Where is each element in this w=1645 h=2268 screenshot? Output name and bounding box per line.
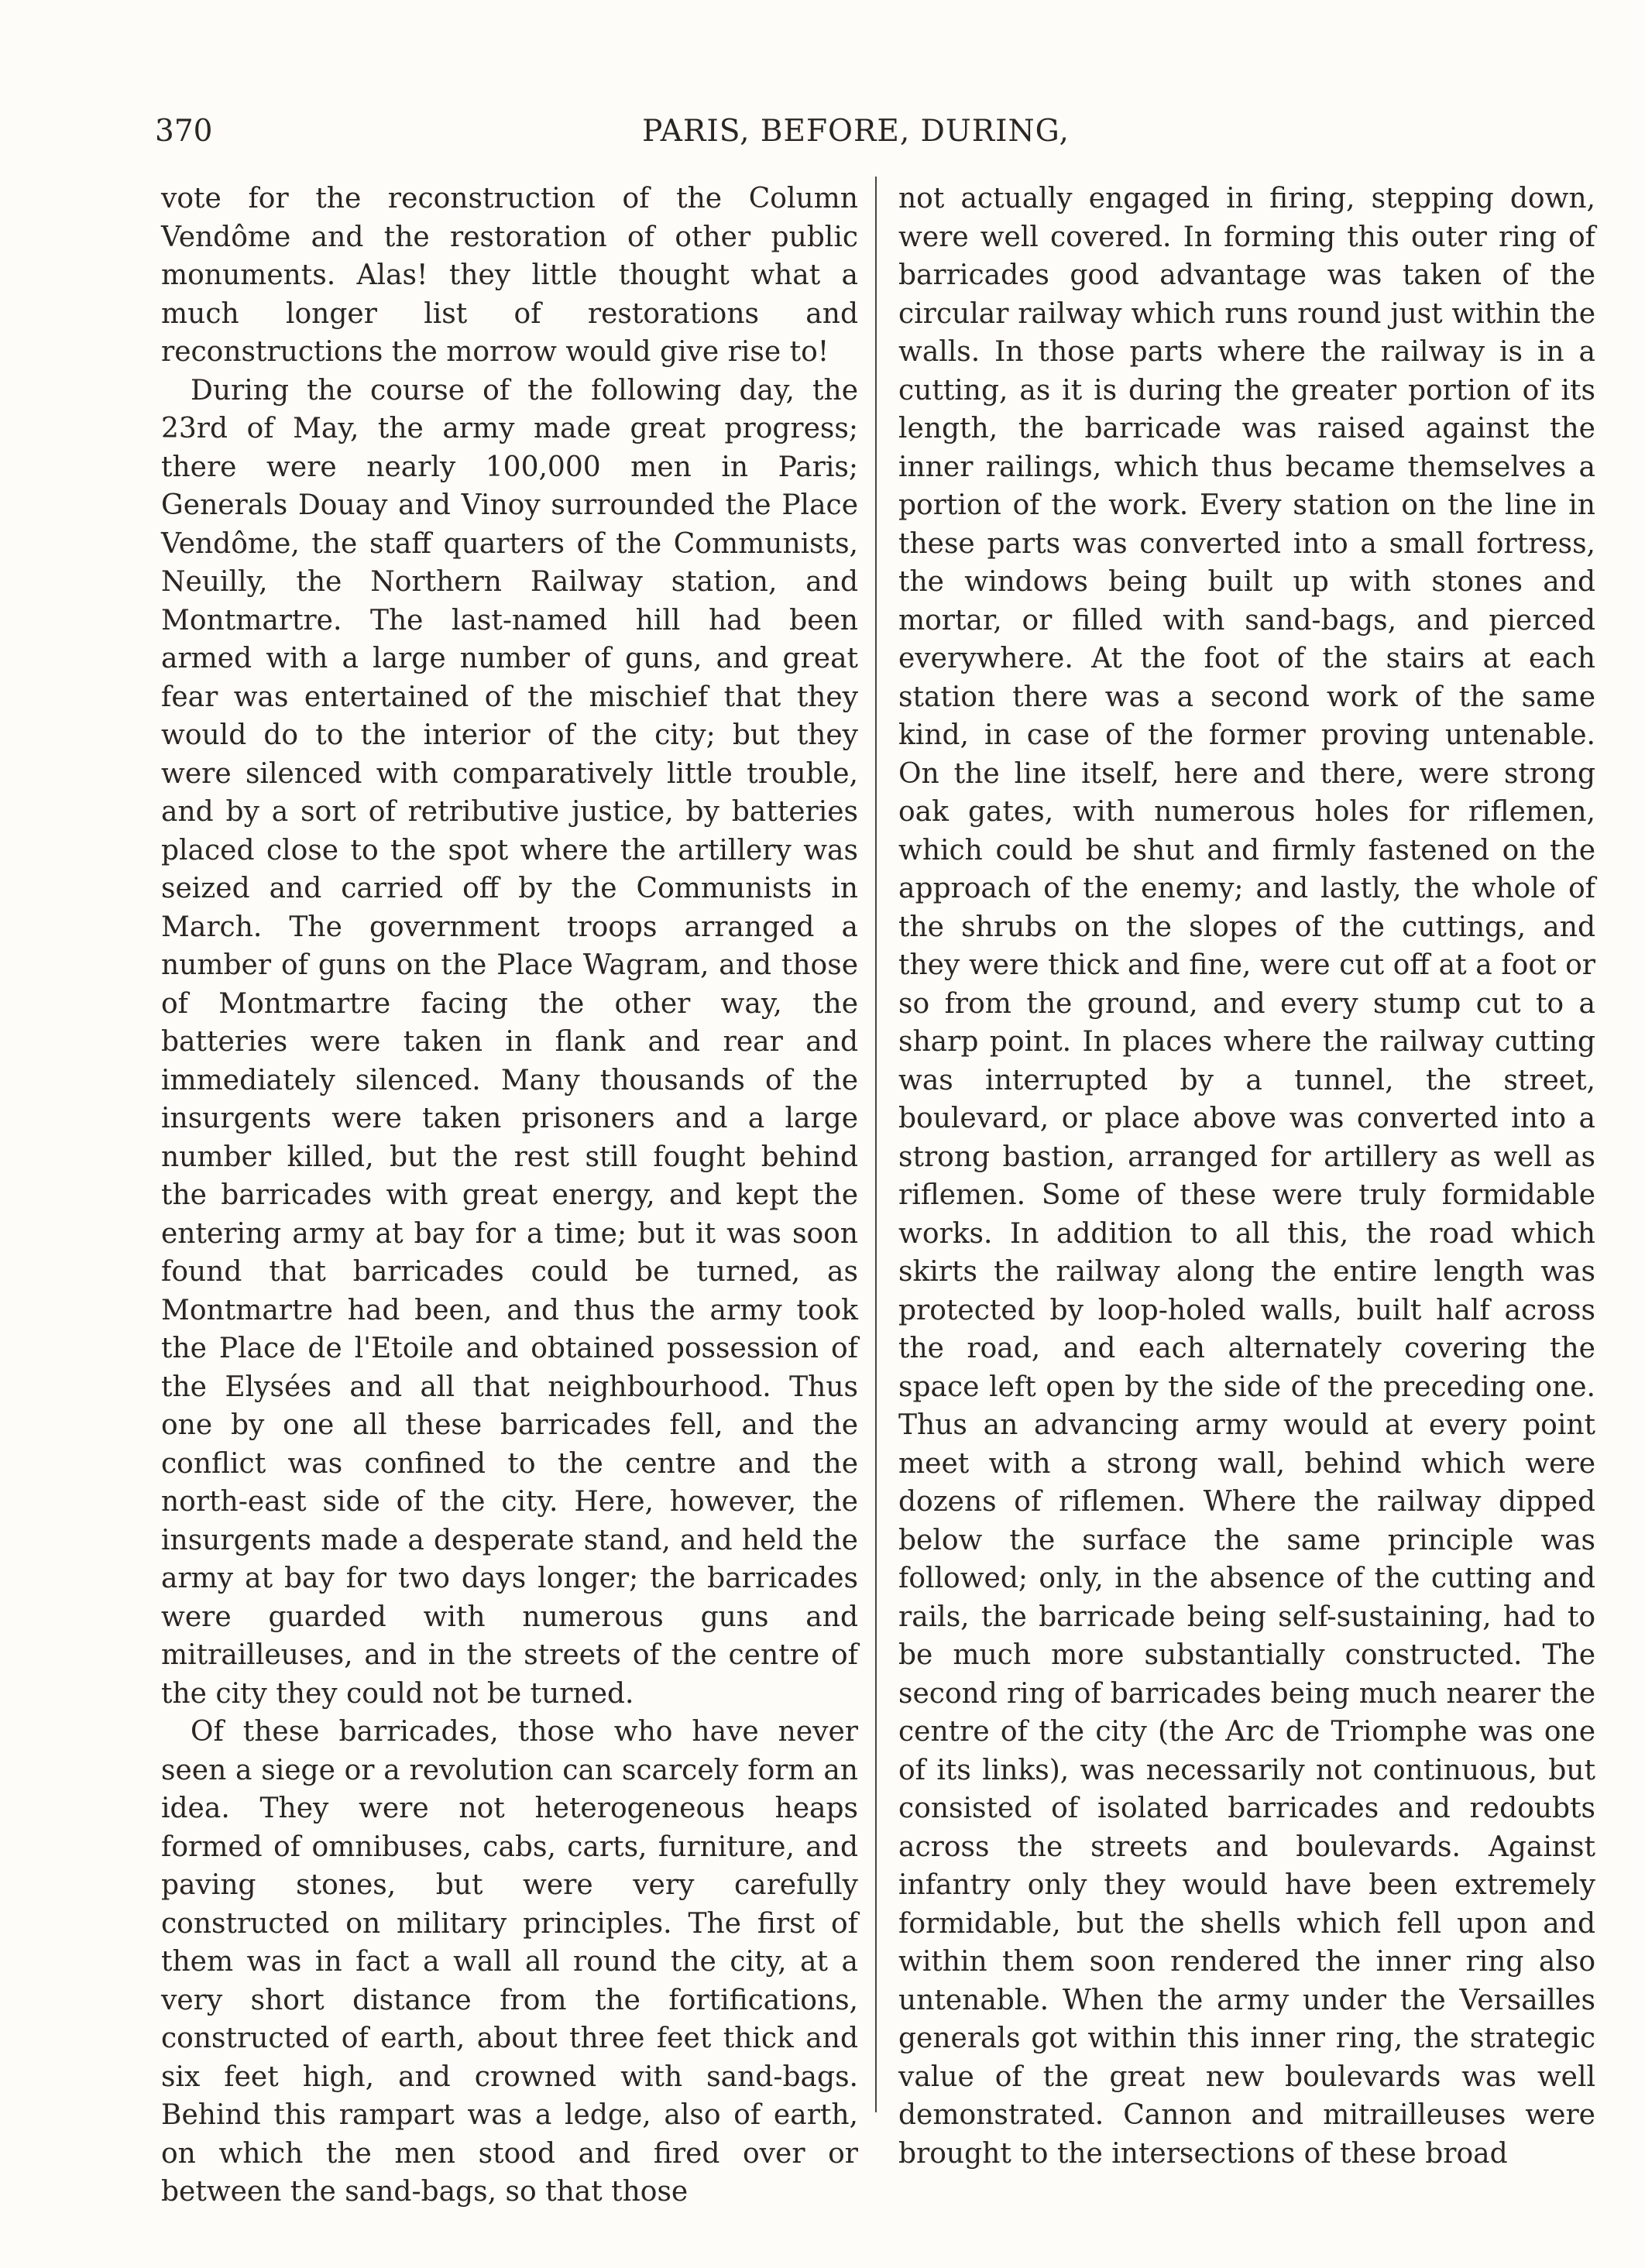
paragraph: Of these barricades, those who have never seen a siege or a revolution can scarcely form an idea. They were not heterogeneous heaps formed of omnibuses, cabs, carts, furniture, and paving stones, but were very carefully constructed on military principles. The first of them was in fact a wall all round the city, at a very short distance from the fortifications, constructed of earth, about three feet thick and six feet high, and crowned with sand-bags. Behind this rampart was a ledge, also of earth, on which the men stood and fired over or between the sand-bags, so that those <box>161 1716 858 2208</box>
paragraph: not actually engaged in firing, stepping down, were well covered. In forming this outer ring of barricades good advantage was taken of the circular railway which runs round just within the walls. In those parts where the railway is in a cutting, as it is during the greater portion of its length, the barricade was raised against the inner railings, which thus became themselves a portion of the work. Every station on the line in these parts was converted into a small fortress, the windows being built up with stones and mortar, or filled with sand-bags, and pierced everywhere. At the foot of the stairs at each station there was a second work of the same kind, in case of the former proving untenable. On the line itself, here and there, were strong oak gates, with numerous holes for riflemen, which could be shut and firmly fastened on the approach of the enemy; and lastly, the whole of the shrubs on the slopes of the cuttings, and they were thick and fine, were cut off at a foot or so from the ground, and every stump cut to a sharp point. In places where the railway cutting was interrupted by a tunnel, the street, boulevard, or place above was converted into a strong bastion, arranged for artillery as well as riflemen. Some of these were truly formidable works. In addition to all this, the road which skirts the railway along the entire length was protected by loop-holed walls, built half across the road, and each alternately covering the space left open by the side of the preceding one. Thus an advancing army would at every point meet with a strong wall, behind which were dozens of riflemen. Where the railway dipped below the surface the same principle was followed; only, in the absence of the cutting and rails, the barricade being self-sustaining, had to be much more substantially constructed. The second ring of barricades being much nearer the centre of the city (the Arc de Triomphe was one of its links), was necessarily not continuous, but consisted of isolated barricades and redoubts across the streets and boulevards. Against infantry only they would have been extremely formidable, but the shells which fell upon and within them soon rendered the inner ring also untenable. When the army under the Versailles generals got within this inner ring, the strategic value of the great new boulevards was well demonstrated. Cannon and mitrailleuses were brought to the intersections of these broad <box>898 183 1595 2170</box>
right-column <box>898 180 1595 2173</box>
paragraph: vote for the reconstruction of the Column Vendôme and the restoration of other public monuments. Alas! they little thought what a much longer list of restorations and reconstructions the morrow would give rise to! <box>161 183 858 368</box>
left-column <box>161 180 858 2211</box>
running-title: PARIS, BEFORE, DURING, <box>642 114 1070 149</box>
running-head <box>155 108 1557 155</box>
column-divider <box>875 177 877 2112</box>
paragraph: During the course of the following day, the 23rd of May, the army made great progress; there were nearly 100,000 men in Paris; Generals Douay and Vinoy surrounded the Place Vendôme, the staff quarters of the Communists, Neuilly, the Northern Railway station, and Montmartre. The last-named hill had been armed with a large number of guns, and great fear was entertained of the mischief that they would do to the interior of the city; but they were silenced with comparatively little trouble, and by a sort of retributive justice, by batteries placed close to the spot where the artillery was seized and carried off by the Communists in March. The government troops arranged a number of guns on the Place Wagram, and those of Montmartre facing the other way, the batteries were taken in flank and rear and immediately silenced. Many thousands of the insurgents were taken prisoners and a large number killed, but the rest still fought behind the barricades with great energy, and kept the entering army at bay for a time; but it was soon found that barricades could be turned, as Montmartre had been, and thus the army took the Place de l'Etoile and obtained possession of the Elysées and all that neighbourhood. Thus one by one all these barricades fell, and the conflict was confined to the centre and the north-east side of the city. Here, however, the insurgents made a desperate stand, and held the army at bay for two days longer; the barricades were guarded with numerous guns and mitrailleuses, and in the streets of the centre of the city they could not be turned. <box>161 374 858 1710</box>
page-number: 370 <box>155 114 213 149</box>
